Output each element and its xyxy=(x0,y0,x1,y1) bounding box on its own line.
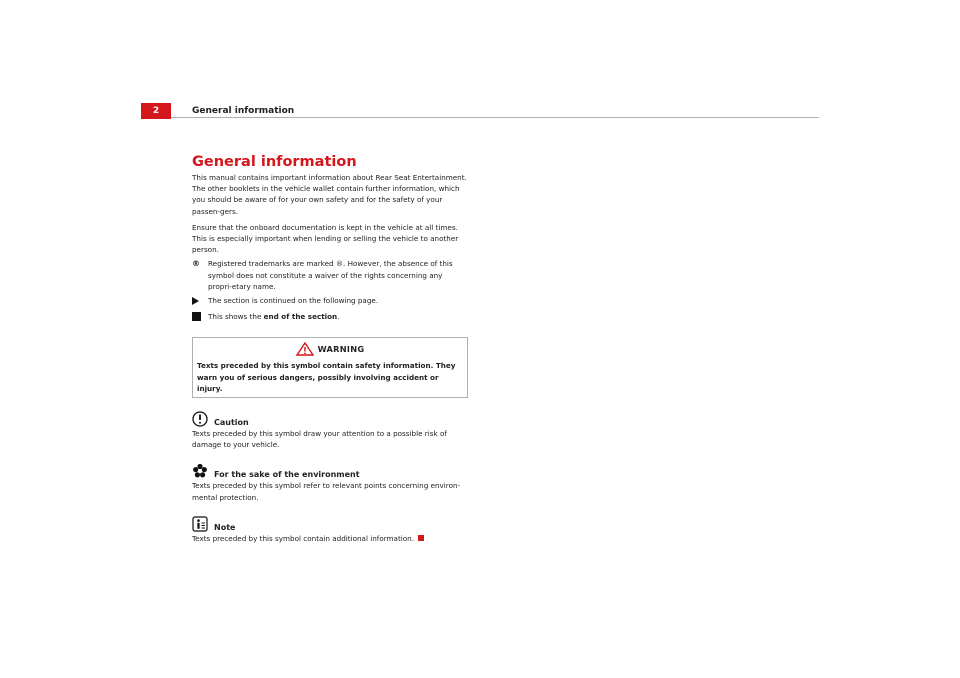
intro-paragraph-1: This manual contains important information about Rear Seat Entertainment. The other booklets in the vehicle wallet contain further information, which you should be aware of for your own safety and for the safety of your passen-gers. xyxy=(192,173,467,216)
warning-heading xyxy=(197,338,463,360)
note-paragraph xyxy=(192,533,468,544)
end-of-section-text: This shows the end of the section. xyxy=(208,312,340,322)
continued-text: The section is continued on the following page. xyxy=(208,296,379,306)
header-rule xyxy=(171,117,819,118)
end-mark-icon xyxy=(418,535,424,541)
page-number: 2 xyxy=(141,103,171,119)
continued-row xyxy=(192,295,468,308)
registered-mark: ® xyxy=(192,259,200,269)
caution-label: Caution xyxy=(214,418,249,428)
warning-triangle-icon xyxy=(296,342,314,356)
note-heading xyxy=(192,516,468,532)
main-content xyxy=(192,153,468,544)
caution-icon xyxy=(192,411,208,427)
warning-label: WARNING xyxy=(317,344,365,355)
end-of-section-row xyxy=(192,311,468,324)
note-text: Texts preceded by this symbol contain additional information. xyxy=(192,533,415,543)
page-title: General information xyxy=(192,154,357,170)
trademark-row xyxy=(192,258,468,292)
environment-text: Texts preceded by this symbol refer to relevant points concerning environ-mental protection. xyxy=(192,481,461,502)
note-info-icon xyxy=(192,516,208,532)
note-label: Note xyxy=(214,522,236,532)
caution-text: Texts preceded by this symbol draw your attention to a possible risk of damage to your vehicle. xyxy=(192,429,447,450)
environment-heading xyxy=(192,463,468,479)
triangle-right-icon xyxy=(192,295,208,308)
intro-paragraph-2: Ensure that the onboard documentation is kept in the vehicle at all times. This is especially important when lending or selling the vehicle to another person. xyxy=(192,222,459,255)
environment-label: For the sake of the environment xyxy=(214,470,360,480)
trademark-text: Registered trademarks are marked ®. However, the absence of this symbol does not constitute a waiver of the rights concerning any propri-etary name. xyxy=(208,259,453,291)
warning-box xyxy=(192,337,468,398)
environment-flower-icon xyxy=(192,463,208,479)
square-end-icon xyxy=(192,311,208,324)
warning-text: Texts preceded by this symbol contain safety information. They warn you of serious dangers, possibly involving accident or injury. xyxy=(197,361,456,393)
caution-heading xyxy=(192,411,468,427)
running-header-title: General information xyxy=(192,106,295,116)
